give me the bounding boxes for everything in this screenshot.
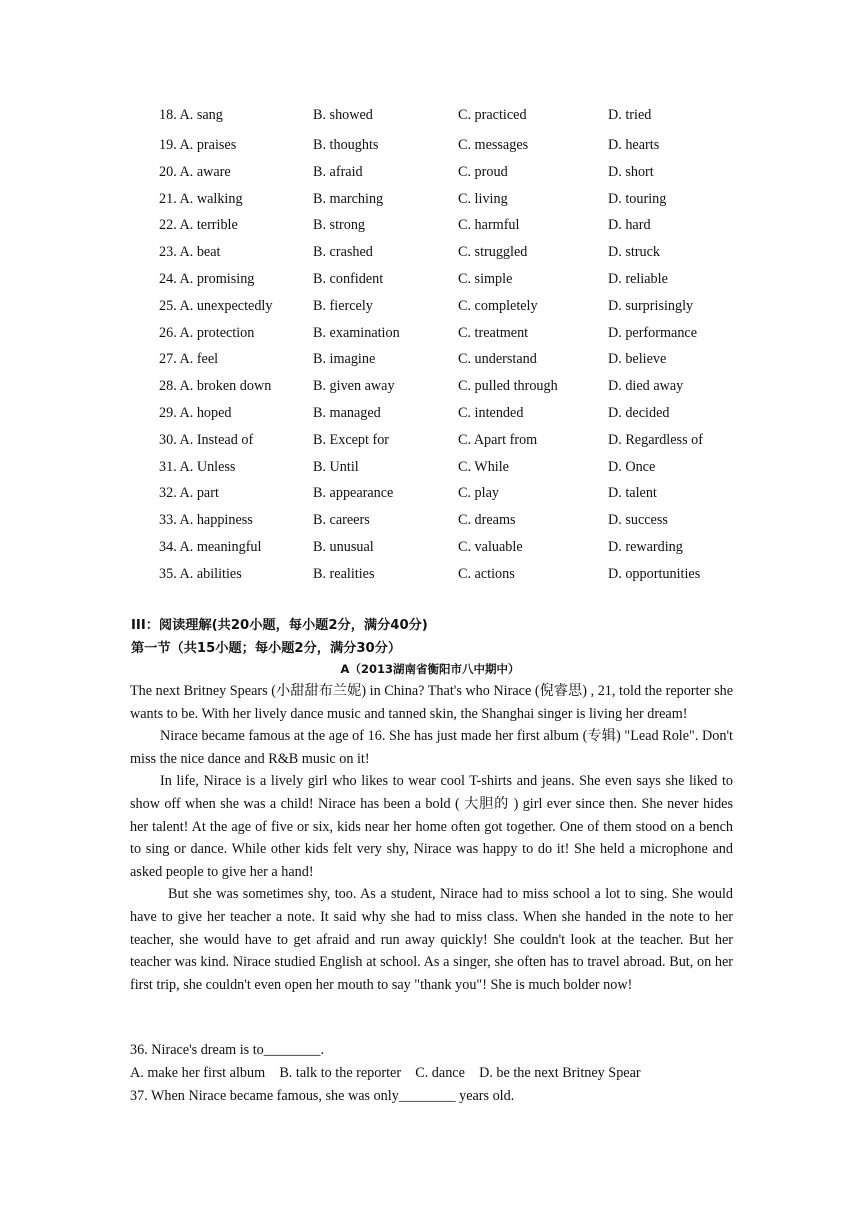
option-b: B. realities (313, 565, 375, 582)
option-d: D. Once (608, 458, 656, 475)
option-row (0, 564, 860, 591)
reading-passage (130, 680, 733, 996)
option-row (0, 349, 860, 376)
option-c: C. actions (458, 565, 515, 582)
question-36-options: A. make her first album B. talk to the reporter C. dance D. be the next Britney Spear (130, 1065, 641, 1081)
option-a: 26. A. protection (159, 324, 255, 341)
passage-paragraph-1: The next Britney Spears (小甜甜布兰妮) in China? That's who Nirace (倪睿思) , 21, told the reporter she wants to be. With her lively dance music and tanned skin, the Shanghai singer is living her dream! (130, 683, 733, 722)
passage-label: A（2013湖南省衡阳市八中期中） (340, 662, 520, 676)
option-row (0, 105, 860, 135)
option-c: C. intended (458, 404, 524, 421)
option-b: B. afraid (313, 163, 363, 180)
option-a: 29. A. hoped (159, 404, 232, 421)
option-c: C. pulled through (458, 378, 558, 395)
option-c: C. practiced (458, 107, 527, 123)
option-b: B. Except for (313, 431, 390, 448)
option-a: 20. A. aware (159, 163, 231, 180)
option-a: 24. A. promising (159, 270, 255, 287)
option-d: D. success (608, 512, 668, 529)
option-d: D. short (608, 163, 654, 180)
option-row (0, 162, 860, 189)
option-b: B. crashed (313, 244, 373, 261)
option-row (0, 430, 860, 457)
question-37: 37. When Nirace became famous, she was only________ years old. (130, 1088, 515, 1104)
option-b: B. imagine (313, 351, 376, 368)
option-c: C. dreams (458, 512, 516, 529)
option-c: C. proud (458, 163, 508, 180)
option-b: B. thoughts (313, 137, 379, 153)
option-c: C. treatment (458, 324, 529, 341)
option-c: C. living (458, 190, 508, 207)
option-c: C. completely (458, 297, 538, 314)
option-d: D. reliable (608, 270, 668, 287)
option-b: B. marching (313, 190, 384, 207)
options-table (0, 105, 860, 591)
option-a: 19. A. praises (159, 137, 237, 153)
option-d: D. struck (608, 244, 661, 261)
option-d: D. surprisingly (608, 297, 694, 314)
option-row (0, 537, 860, 564)
passage-paragraph-3: In life, Nirace is a lively girl who likes to wear cool T-shirts and jeans. She even says she liked to show off when she was a child! Nirace has been a bold ( 大胆的 ) girl ever since then. She never hides her talent! At the age of five or six, kids near her home often got together. One of them stood on a bench to sing or dance. While other kids felt very shy, Nirace was happy to do it! She held a microphone and asked people to give her a hand! (130, 773, 733, 880)
option-d: D. believe (608, 351, 667, 368)
option-c: C. simple (458, 270, 513, 287)
option-a: 35. A. abilities (159, 565, 242, 582)
option-row (0, 242, 860, 269)
option-c: C. play (458, 485, 499, 502)
option-c: C. While (458, 458, 509, 475)
option-a: 22. A. terrible (159, 217, 238, 234)
option-row (0, 269, 860, 296)
option-c: C. understand (458, 351, 537, 368)
option-a: 25. A. unexpectedly (159, 297, 273, 314)
option-c: C. valuable (458, 538, 523, 555)
option-a: 33. A. happiness (159, 512, 253, 529)
option-row (0, 403, 860, 430)
option-b: B. appearance (313, 485, 394, 502)
option-b: B. strong (313, 217, 366, 234)
option-row (0, 215, 860, 242)
option-row (0, 135, 860, 162)
option-b: B. given away (313, 378, 395, 395)
option-c: C. struggled (458, 244, 528, 261)
option-a: 18. A. sang (159, 107, 223, 123)
option-b: B. managed (313, 404, 381, 421)
part-heading: 第一节（共15小题；每小题2分，满分30分） (131, 641, 402, 656)
option-d: D. talent (608, 485, 657, 502)
option-b: B. confident (313, 270, 384, 287)
option-b: B. careers (313, 512, 370, 529)
option-d: D. touring (608, 190, 667, 207)
option-a: 23. A. beat (159, 244, 221, 261)
option-b: B. showed (313, 107, 373, 123)
option-b: B. unusual (313, 538, 374, 555)
option-row (0, 510, 860, 537)
option-a: 21. A. walking (159, 190, 243, 207)
passage-paragraph-4: But she was sometimes shy, too. As a student, Nirace had to miss school a lot to sing. She would have to give her teacher a note. It said why she had to miss class. When she handed in the note to her teacher, she would have to get afraid and run away quickly! She couldn't look at the teacher. But her teacher was kind. Nirace studied English at school. As a singer, she often has to travel abroad. But, on her first trip, she couldn't even open her mouth to say "thank you"! She is much bolder now! (130, 886, 733, 993)
option-d: D. hard (608, 217, 651, 234)
option-a: 32. A. part (159, 485, 219, 502)
option-d: D. performance (608, 324, 698, 341)
option-d: D. tried (608, 107, 652, 123)
option-row (0, 457, 860, 484)
option-d: D. opportunities (608, 565, 701, 582)
option-d: D. decided (608, 404, 670, 421)
option-a: 30. A. Instead of (159, 431, 254, 448)
option-row (0, 323, 860, 350)
passage-paragraph-2: Nirace became famous at the age of 16. She has just made her first album (专辑) "Lead Role". Don't miss the nice dance and R&B music on it! (130, 728, 733, 767)
option-d: D. rewarding (608, 538, 683, 555)
option-row (0, 189, 860, 216)
option-b: B. examination (313, 324, 400, 341)
option-a: 31. A. Unless (159, 458, 236, 475)
option-c: C. Apart from (458, 431, 538, 448)
option-a: 34. A. meaningful (159, 538, 262, 555)
option-b: B. Until (313, 458, 359, 475)
option-c: C. messages (458, 137, 529, 153)
option-a: 27. A. feel (159, 351, 219, 368)
option-row (0, 483, 860, 510)
question-36: 36. Nirace's dream is to________. (130, 1042, 325, 1058)
option-b: B. fiercely (313, 297, 373, 314)
option-d: D. died away (608, 378, 684, 395)
option-row (0, 376, 860, 403)
option-c: C. harmful (458, 217, 520, 234)
section-heading: III：阅读理解(共20小题，每小题2分，满分40分) (131, 618, 428, 633)
option-a: 28. A. broken down (159, 378, 272, 395)
option-d: D. hearts (608, 137, 660, 153)
option-d: D. Regardless of (608, 431, 703, 448)
option-row (0, 296, 860, 323)
